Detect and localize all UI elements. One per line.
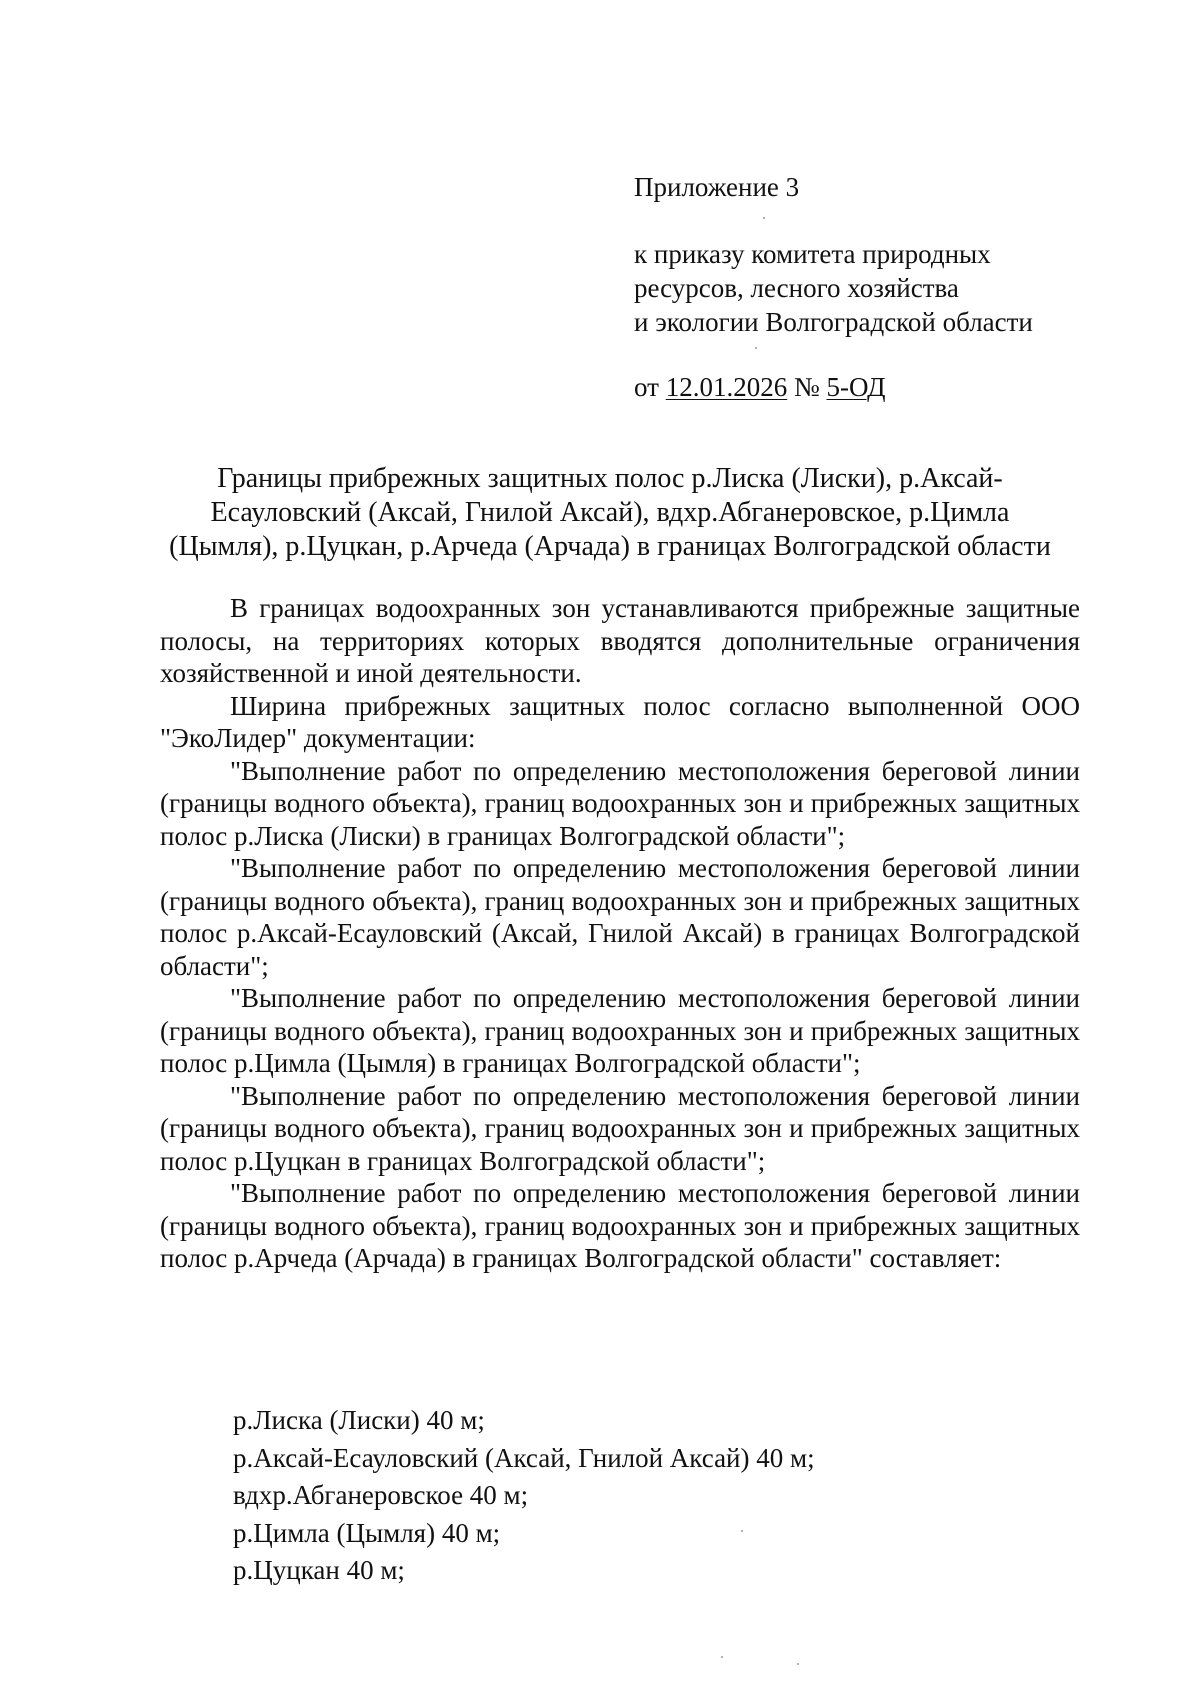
order-date: 12.01.2026 [665,372,788,402]
document-title [140,462,1080,564]
order-line: к приказу комитета природных [634,239,991,269]
list-item: вдхр.Абганеровское 40 м; [233,1480,529,1510]
body-paragraph: "Выполнение работ по определению местоположения береговой линии (границы водного объекта), границ водоохранных зон и прибрежных защитных полос р.Лиска (Лиски) в границах Волгоградской области"; [160,755,1080,851]
title-line: Есауловский (Аксай, Гнилой Аксай), вдхр.Абганеровское, р.Цимла [210,497,1010,528]
body-paragraph: В границах водоохранных зон устанавливаются прибрежные защитные полосы, на территориях которых вводятся дополнительные ограничения хозяйственной и иной деятельности. [160,593,1080,688]
title-line: (Цымля), р.Цуцкан, р.Арчеда (Арчада) в границах Волгоградской области [169,531,1051,562]
scan-speck [797,1663,799,1665]
scan-speck [755,347,757,349]
body-paragraph: "Выполнение работ по определению местоположения береговой линии (границы водного объекта), границ водоохранных зон и прибрежных защитных полос р.Аксай-Есауловский (Аксай, Гнилой Аксай) в границах Волгоградской области"; [160,853,1080,981]
document-body [160,592,1080,1275]
number-sign: № [793,372,820,402]
order-reference [634,237,1094,339]
scan-speck [741,1530,743,1532]
scan-speck [721,1656,723,1658]
order-line: ресурсов, лесного хозяйства [634,273,959,303]
list-item: р.Цимла (Цымля) 40 м; [233,1517,501,1548]
title-line: Границы прибрежных защитных полос р.Лиска (Лиски), р.Аксай- [217,463,1003,494]
appendix-label: Приложение 3 [634,172,800,202]
body-paragraph: Ширина прибрежных защитных полос согласно выполненной ООО "ЭкоЛидер" документации: [160,690,1080,753]
date-prefix: от [634,372,659,402]
body-paragraph: "Выполнение работ по определению местоположения береговой линии (границы водного объекта), границ водоохранных зон и прибрежных защитных полос р.Арчеда (Арчада) в границах Волгоградской области" составляет: [160,1178,1080,1273]
width-list [233,1402,815,1590]
list-item: р.Аксай-Есауловский (Аксай, Гнилой Аксай) 40 м; [233,1442,815,1473]
order-number: 5-ОД [826,372,886,402]
list-item: р.Лиска (Лиски) 40 м; [233,1405,485,1435]
scan-speck [763,217,765,219]
order-date-number [634,370,1094,404]
body-paragraph: "Выполнение работ по определению местоположения береговой линии (границы водного объекта), границ водоохранных зон и прибрежных защитных полос р.Цимла (Цымля) в границах Волгоградской области"; [160,983,1080,1078]
list-item: р.Цуцкан 40 м; [233,1555,405,1585]
body-paragraph: "Выполнение работ по определению местоположения береговой линии (границы водного объекта), границ водоохранных зон и прибрежных защитных полос р.Цуцкан в границах Волгоградской области"; [160,1080,1080,1176]
order-line: и экологии Волгоградской области [634,307,1033,337]
